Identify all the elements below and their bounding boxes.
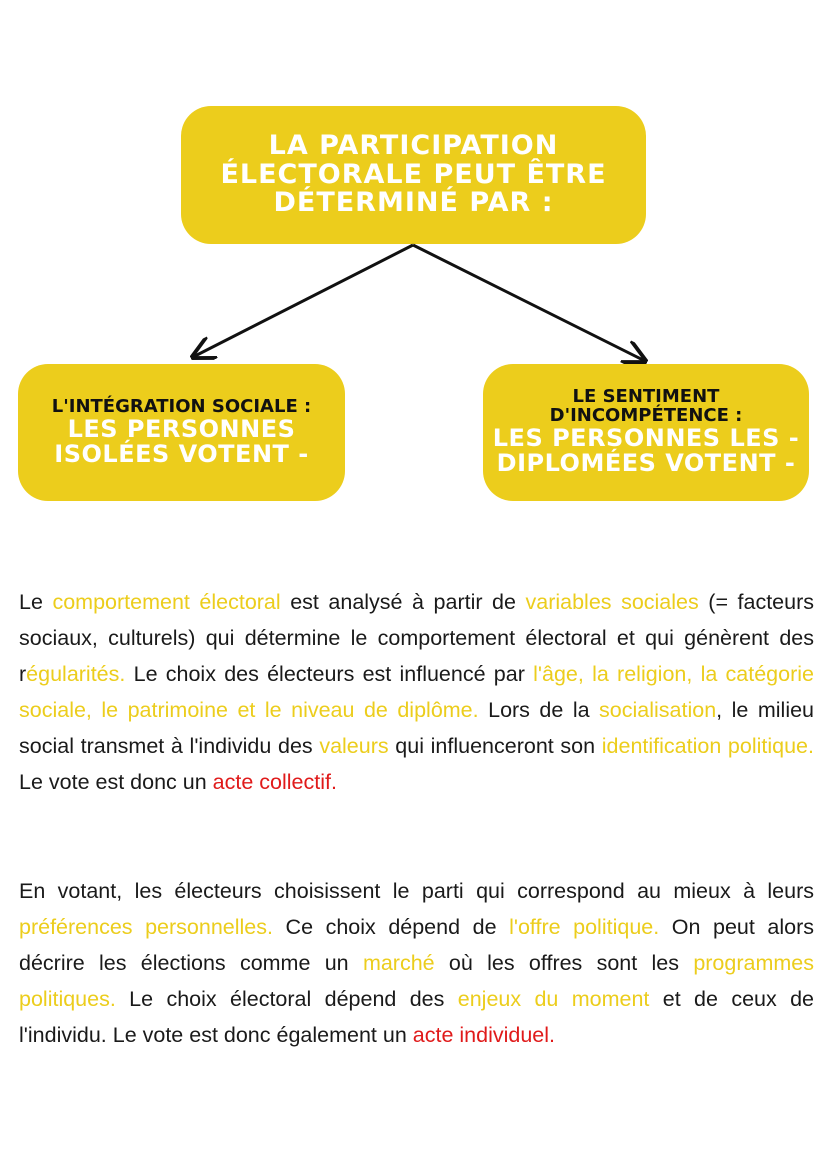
text: On peut alors décrire les élections comme un (19, 915, 814, 975)
main-concept-line-1: LA PARTICIPATION (268, 130, 559, 162)
highlight: identification politique. (601, 734, 814, 758)
incompetence-box (483, 364, 809, 501)
highlight: égularités. (26, 662, 126, 686)
paragraph-individual-vote (19, 873, 814, 1053)
incompetence-heading-1: LE SENTIMENT (572, 386, 720, 408)
highlight: l'offre politique. (509, 915, 660, 939)
highlight: enjeux du moment (457, 987, 650, 1011)
social-integration-heading: L'INTÉGRATION SOCIALE : (51, 395, 312, 417)
highlight: comportement électoral (52, 590, 281, 614)
text: qui influenceront son (388, 734, 602, 758)
social-integration-line-1: LES PERSONNES (67, 414, 296, 443)
red-emphasis: acte collectif. (212, 770, 337, 794)
text: (= facteurs sociaux, culturels) qui détermine le comportement électoral et qui génèrent des r (19, 590, 815, 686)
highlight: valeurs (319, 734, 389, 758)
highlight: variables sociales (525, 590, 699, 614)
arrow-to-right-box (413, 245, 645, 361)
text: , le milieu social transmet à l'individu des (19, 698, 815, 758)
text: et de ceux de l'individu. Le vote est donc également un (19, 987, 815, 1047)
highlight: socialisation (599, 698, 717, 722)
incompetence-line-1: LES PERSONNES LES - (492, 424, 800, 453)
main-concept-line-3: DÉTERMINÉ PAR : (273, 187, 554, 219)
highlight: l'âge, la religion, la catégorie sociale, le patrimoine et le niveau de diplôme. (19, 662, 814, 722)
text: Le vote est donc un (19, 770, 213, 794)
paragraph-collective-vote (19, 584, 814, 800)
highlight: programmes politiques. (19, 951, 814, 1011)
text: Le (19, 590, 53, 614)
incompetence-line-2: DIPLOMÉES VOTENT - (496, 449, 796, 478)
incompetence-heading-2: D'INCOMPÉTENCE : (549, 405, 743, 427)
highlight: préférences personnelles. (19, 915, 273, 939)
red-emphasis: acte individuel. (412, 1023, 555, 1047)
text: En votant, les électeurs choisissent le parti qui correspond au mieux à leurs (19, 879, 814, 903)
text: où les offres sont les (434, 951, 694, 975)
highlight: marché (362, 951, 435, 975)
social-integration-line-2: ISOLÉES VOTENT - (54, 439, 309, 468)
text: Le choix des électeurs est influencé par (125, 662, 534, 686)
text: Le choix électoral dépend des (115, 987, 458, 1011)
text: Ce choix dépend de (272, 915, 510, 939)
text: est analysé à partir de (280, 590, 526, 614)
social-integration-box (18, 364, 345, 501)
main-concept-line-2: ÉLECTORALE PEUT ÊTRE (220, 158, 607, 190)
arrow-to-left-box (193, 245, 413, 357)
text: Lors de la (478, 698, 600, 722)
